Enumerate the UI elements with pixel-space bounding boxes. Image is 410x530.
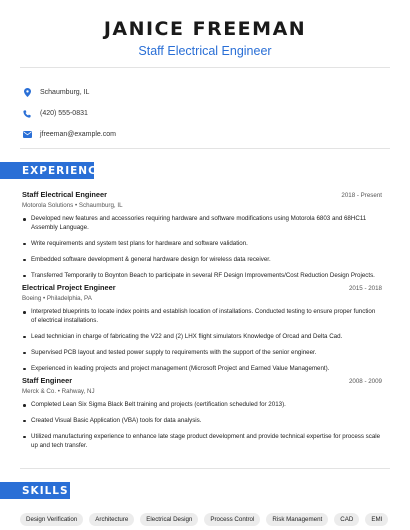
skill-chip: CAD [334,513,359,526]
job-bullet: Experienced in leading projects and project management (Microsoft Project and Earned Value Management). [22,365,382,374]
job-entry [22,376,382,458]
job-bullet: Interpreted blueprints to locate index points and establish location of installations. Conducted testing to ensure proper function of electrical installations. [22,308,382,325]
job-bullet: Completed Lean Six Sigma Black Belt training and projects (certification scheduled for 2013). [22,401,382,410]
job-bullet: Lead technician in charge of fabricating the V22 and (2) LHX flight simulators Knowledge of Orcad and Delta Cad. [22,333,382,342]
email-icon [22,130,32,140]
resume-header [0,0,410,58]
job-bullet: Embedded software development & general hardware design for wireless data receiver. [22,256,382,265]
skill-chip: Architecture [89,513,134,526]
job-bullets [22,215,382,280]
job-entry [22,283,382,381]
skill-chip: EMI [365,513,388,526]
job-bullet: Utilized manufacturing experience to enhance late stage product development and provide technical expertise for process scale up and tech transfer. [22,433,382,450]
job-bullet: Transferred Temporarily to Boynton Beach to participate in several RF Design Improvements/Cost Reduction Design Projects. [22,272,382,281]
job-bullet: Created Visual Basic Application (VBA) tools for data analysis. [22,417,382,426]
skill-chip: Process Control [204,513,260,526]
contact-location [22,82,116,103]
job-company: Merck & Co. • Rahway, NJ [22,388,95,395]
job-bullets [22,308,382,373]
phone-text: (420) 555-0831 [40,110,88,117]
job-bullet: Supervised PCB layout and tested power supply to requirements with the support of the senior engineer. [22,349,382,358]
skill-chip: Risk Management [266,513,328,526]
job-dates: 2015 - 2018 [348,285,382,292]
skills-heading: SKILLS [0,482,70,499]
contact-email [22,124,116,145]
candidate-name: JANICE FREEMAN [103,18,307,40]
experience-heading: EXPERIENCE [0,162,94,179]
phone-icon [22,109,32,119]
job-company: Boeing • Philadelphia, PA [22,295,92,302]
job-title: Electrical Project Engineer [22,283,116,292]
job-dates: 2018 - Present [341,192,382,199]
job-dates: 2008 - 2009 [348,378,382,385]
contact-list [22,82,116,145]
header-divider [20,67,390,68]
job-bullet: Developed new features and accessories requiring hardware and software modifications using Motorola 6803 and 68HC11 Assembly Language. [22,215,382,232]
job-title: Staff Engineer [22,376,73,385]
skill-chip: Design Verification [20,513,83,526]
candidate-title: Staff Electrical Engineer [138,44,272,58]
experience-divider [20,468,390,469]
job-bullet: Write requirements and system test plans for hardware and software validation. [22,240,382,249]
contact-divider [20,148,390,149]
email-text: jfreeman@example.com [40,131,116,138]
location-text: Schaumburg, IL [40,89,90,96]
contact-phone [22,103,116,124]
skill-chip: Electrical Design [140,513,198,526]
job-company: Motorola Solutions • Schaumburg, IL [22,202,123,209]
job-bullets [22,401,382,450]
job-title: Staff Electrical Engineer [22,190,108,199]
location-pin-icon [22,88,32,98]
skills-list [20,513,388,526]
job-entry [22,190,382,288]
